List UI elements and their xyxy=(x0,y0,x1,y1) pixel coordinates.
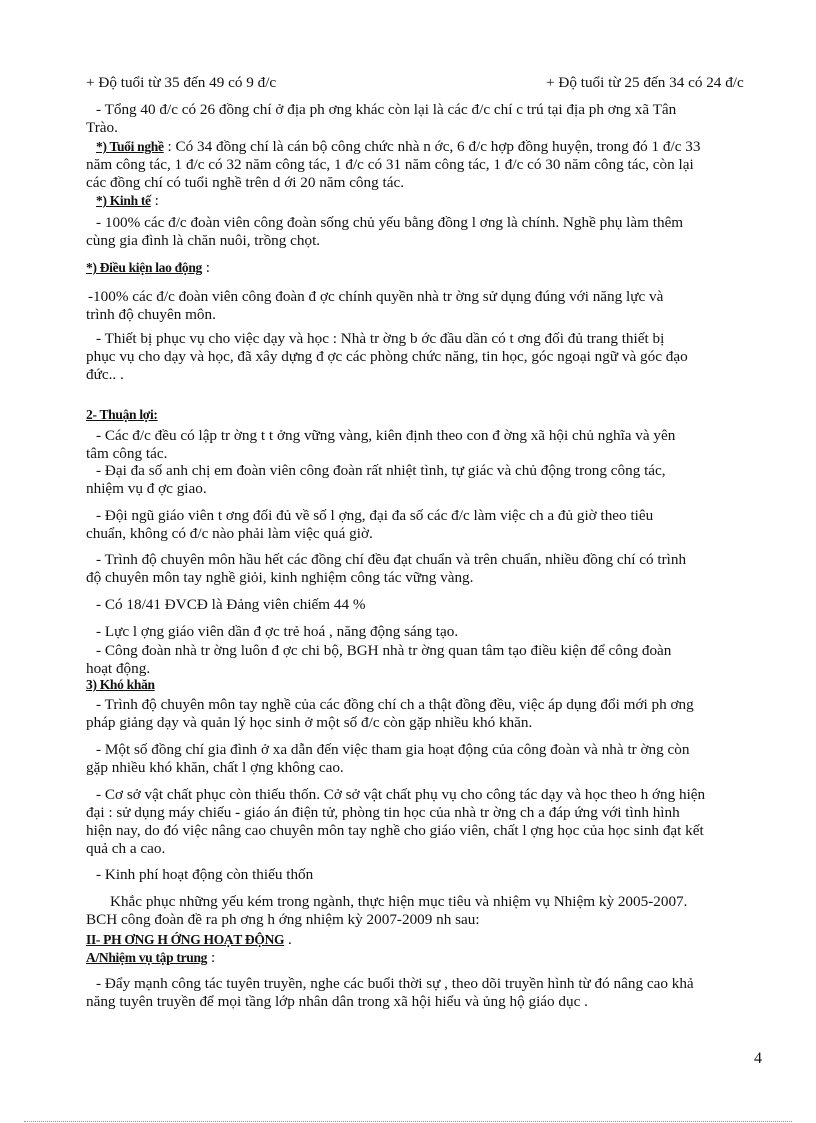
section-heading-directions: II- PH ƠNG H ỚNG HOẠT ĐỘNG xyxy=(86,932,285,947)
text-line: - Thiết bị phục vụ cho việc dạy và học : Nhà tr ờng b ớc đầu dần có t ơng đối đủ trang thiết bị xyxy=(96,330,665,347)
text-line: năng tuyên truyền để mọi tầng lớp nhân dân trong xã hội hiểu và ủng hộ giáo dục . xyxy=(86,993,588,1010)
text-line: pháp giảng dạy và quản lý học sinh ở một số đ/c còn gặp nhiều khó khăn. xyxy=(86,714,533,731)
text-line: II- PH ƠNG H ỚNG HOẠT ĐỘNG . xyxy=(86,931,292,948)
text-line xyxy=(86,74,770,91)
text-line: - Lực l ợng giáo viên dần đ ợc trẻ hoá , năng động sáng tạo. xyxy=(96,623,459,640)
text-line: BCH công đoàn đề ra ph ơng h ớng nhiệm kỳ 2007-2009 nh sau: xyxy=(86,911,480,928)
text-line: độ chuyên môn tay nghề giỏi, kinh nghiệm công tác vững vàng. xyxy=(86,569,474,586)
text-line: phục vụ cho dạy và học, đã xây dựng đ ợc các phòng chức năng, tin học, góc ngoại ngữ và góc đạo xyxy=(86,348,688,365)
text-line: A/Nhiệm vụ tập trung : xyxy=(86,949,216,966)
text-line: năm công tác, 1 đ/c có 32 năm công tác, 1 đ/c có 31 năm công tác, 1 đ/c có 30 năm công tác, còn lại xyxy=(86,156,694,173)
text-line: tâm công tác. xyxy=(86,445,168,462)
text-line: - Các đ/c đều có lập tr ờng t t ởng vững vàng, kiên định theo con đ ờng xã hội chủ nghĩa và yên xyxy=(96,427,676,444)
section-heading-difficulties: 3) Khó khăn xyxy=(86,677,155,692)
text-line xyxy=(86,676,770,693)
text-line: - Đội ngũ giáo viên t ơng đối đủ về số l ợng, đại đa số các đ/c làm việc ch a đủ giờ theo tiêu xyxy=(96,507,654,524)
text-line: - Một số đồng chí gia đình ở xa dẫn đến việc tham gia hoạt động của công đoàn và nhà tr ờng còn xyxy=(96,741,690,758)
text-line: *) Kinh tế : xyxy=(96,192,159,209)
text-line: - 100% các đ/c đoàn viên công đoàn sống chủ yếu bằng đồng l ơng là chính. Nghề phụ làm thêm xyxy=(96,214,684,231)
text-line: *) Điều kiện lao động : xyxy=(86,259,211,276)
text-line: đại : sử dụng máy chiếu - giáo án điện tử, phòng tin học của nhà tr ờng ch a đáp ứng với tình hình xyxy=(86,804,680,821)
page-number: 4 xyxy=(754,1050,762,1067)
text-line: - Có 18/41 ĐVCĐ là Đảng viên chiếm 44 % xyxy=(96,596,366,613)
text-line: cùng gia đình là chăn nuôi, trồng chọt. xyxy=(86,232,321,249)
text-line: nhiệm vụ đ ợc giao. xyxy=(86,480,207,497)
text-line: Khắc phục những yếu kém trong ngành, thực hiện mục tiêu và nhiệm vụ Nhiệm kỳ 2005-2007. xyxy=(110,893,688,910)
text-line: gặp nhiều khó khăn, chất l ợng không cao. xyxy=(86,759,344,776)
text-line: quả ch a cao. xyxy=(86,840,166,857)
section-heading-working-conditions: *) Điều kiện lao động xyxy=(86,260,202,275)
text-line: - Kinh phí hoạt động còn thiếu thốn xyxy=(96,866,314,883)
section-heading-seniority: *) Tuổi nghề xyxy=(96,139,164,154)
text-line: Trào. xyxy=(86,119,118,136)
text-line: - Trình độ chuyên môn tay nghề của các đồng chí ch a thật đồng đều, việc áp dụng đổi mới ph ơng xyxy=(96,696,694,713)
text-line: -100% các đ/c đoàn viên công đoàn đ ợc chính quyền nhà tr ờng sử dụng đúng với năng lực và xyxy=(88,288,664,305)
age-group-25-34: + Độ tuổi từ 25 đến 34 có 24 đ/c xyxy=(546,74,744,91)
text-line: hiện nay, do đó việc nâng cao chuyên môn tay nghề cho giáo viên, chất l ợng học của học sinh đạt kết xyxy=(86,822,704,839)
text-line: - Đẩy mạnh công tác tuyên truyền, nghe các buổi thời sự , theo dõi truyền hình từ đó nâng cao khả xyxy=(96,975,694,992)
text-line: - Trình độ chuyên môn hầu hết các đồng chí đều đạt chuẩn và trên chuẩn, nhiều đồng chí có trình xyxy=(96,551,687,568)
section-heading-economy: *) Kinh tế xyxy=(96,193,151,208)
text-line: - Tổng 40 đ/c có 26 đồng chí ở địa ph ơng khác còn lại là các đ/c chí c trú tại địa ph ơng xã Tân xyxy=(96,101,677,118)
text-line: hoạt động. xyxy=(86,660,151,677)
text-line: - Công đoàn nhà tr ờng luôn đ ợc chi bộ, BGH nhà tr ờng quan tâm tạo điều kiện để công đoàn xyxy=(96,642,672,659)
text-line: trình độ chuyên môn. xyxy=(86,306,216,323)
text-line: chuẩn, không có đ/c nào phải làm việc quá giờ. xyxy=(86,525,373,542)
page-bottom-divider xyxy=(24,1121,792,1122)
section-heading-key-tasks: A/Nhiệm vụ tập trung xyxy=(86,950,208,965)
section-heading-advantages: 2- Thuận lợi: xyxy=(86,407,158,422)
age-group-35-49: + Độ tuổi từ 35 đến 49 có 9 đ/c xyxy=(86,74,277,91)
text-line xyxy=(86,406,770,423)
text-line: - Đại đa số anh chị em đoàn viên công đoàn rất nhiệt tình, tự giác và chủ động trong công tác, xyxy=(96,462,666,479)
text-line: *) Tuổi nghề : Có 34 đồng chí là cán bộ công chức nhà n ớc, 6 đ/c hợp đồng huyện, trong đó 1 đ/c 33 xyxy=(96,138,701,155)
text-line: đức.. . xyxy=(86,366,124,383)
text-line: - Cơ sở vật chất phục còn thiếu thốn. Cở sở vật chất phụ vụ cho công tác dạy và học theo h ớng hiện xyxy=(96,786,706,803)
text-line: các đồng chí có tuổi nghề trên d ới 20 năm công tác. xyxy=(86,174,405,191)
